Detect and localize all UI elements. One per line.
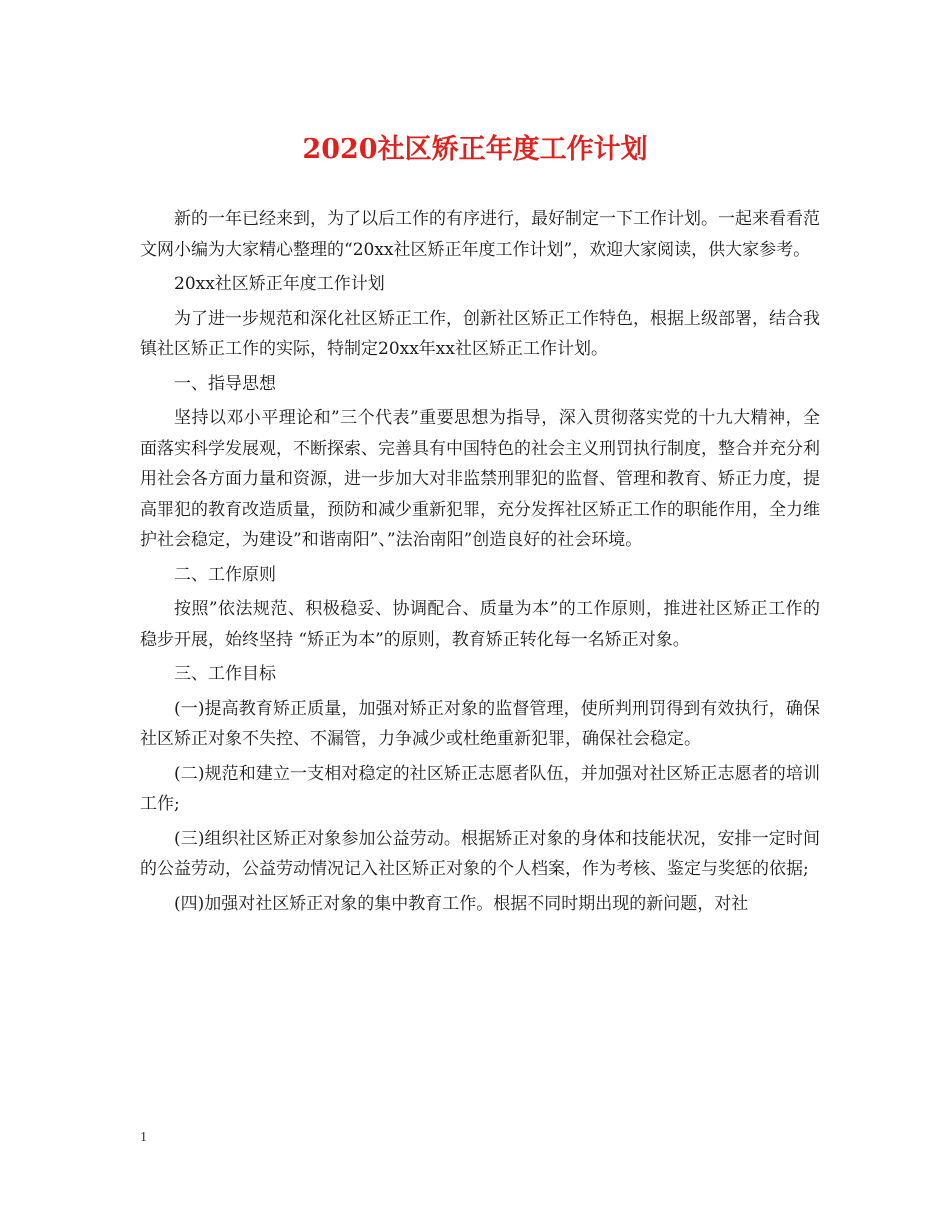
section-heading-work-goals: 三、工作目标 [174, 664, 276, 684]
paragraph-subtitle: 20xx社区矫正年度工作计划 [174, 274, 385, 294]
paragraph-work-principles: 按照”依法规范、积极稳妥、协调配合、质量为本”的工作原则，推进社区矫正工作的稳步开展，始终坚持 “矫正为本”的原则，教育矫正转化每一名矫正对象。 [140, 599, 820, 650]
document-body [140, 204, 820, 919]
document-title: 2020社区矫正年度工作计划 [302, 134, 648, 165]
paragraph-guiding-ideology: 坚持以邓小平理论和”三个代表”重要思想为指导，深入贯彻落实党的十九大精神，全面落实科学发展观，不断探索、完善具有中国特色的社会主义刑罚执行制度，整合并充分利用社会各方面力量和资源，进一步加大对非监禁刑罪犯的监督、管理和教育、矫正力度，提高罪犯的教育改造质量，预防和减少重新犯罪，充分发挥社区矫正工作的职能作用，全力维护社会稳定，为建设”和谐南阳”、”法治南阳”创造良好的社会环境。 [140, 408, 820, 550]
goal-item-2: (二)规范和建立一支相对稳定的社区矫正志愿者队伍，并加强对社区矫正志愿者的培训工作; [140, 763, 820, 814]
goal-item-1: (一)提高教育矫正质量，加强对矫正对象的监督管理，使所判刑罚得到有效执行，确保社区矫正对象不失控、不漏管，力争减少或杜绝重新犯罪，确保社会稳定。 [140, 698, 820, 749]
paragraph-preamble: 为了进一步规范和深化社区矫正工作，创新社区矫正工作特色，根据上级部署，结合我镇社区矫正工作的实际，特制定20xx年xx社区矫正工作计划。 [140, 308, 820, 359]
page-number: 1 [140, 1130, 147, 1145]
goal-item-4: (四)加强对社区矫正对象的集中教育工作。根据不同时期出现的新问题，对社 [174, 893, 749, 914]
section-heading-guiding-ideology: 一、指导思想 [174, 373, 276, 394]
section-heading-work-principles: 二、工作原则 [174, 564, 276, 585]
paragraph-intro: 新的一年已经来到，为了以后工作的有序进行，最好制定一下工作计划。一起来看看范文网小编为大家精心整理的“20xx社区矫正年度工作计划”，欢迎大家阅读，供大家参考。 [140, 209, 820, 260]
goal-item-3: (三)组织社区矫正对象参加公益劳动。根据矫正对象的身体和技能状况，安排一定时间的公益劳动，公益劳动情况记入社区矫正对象的个人档案，作为考核、鉴定与奖惩的依据; [140, 828, 820, 879]
